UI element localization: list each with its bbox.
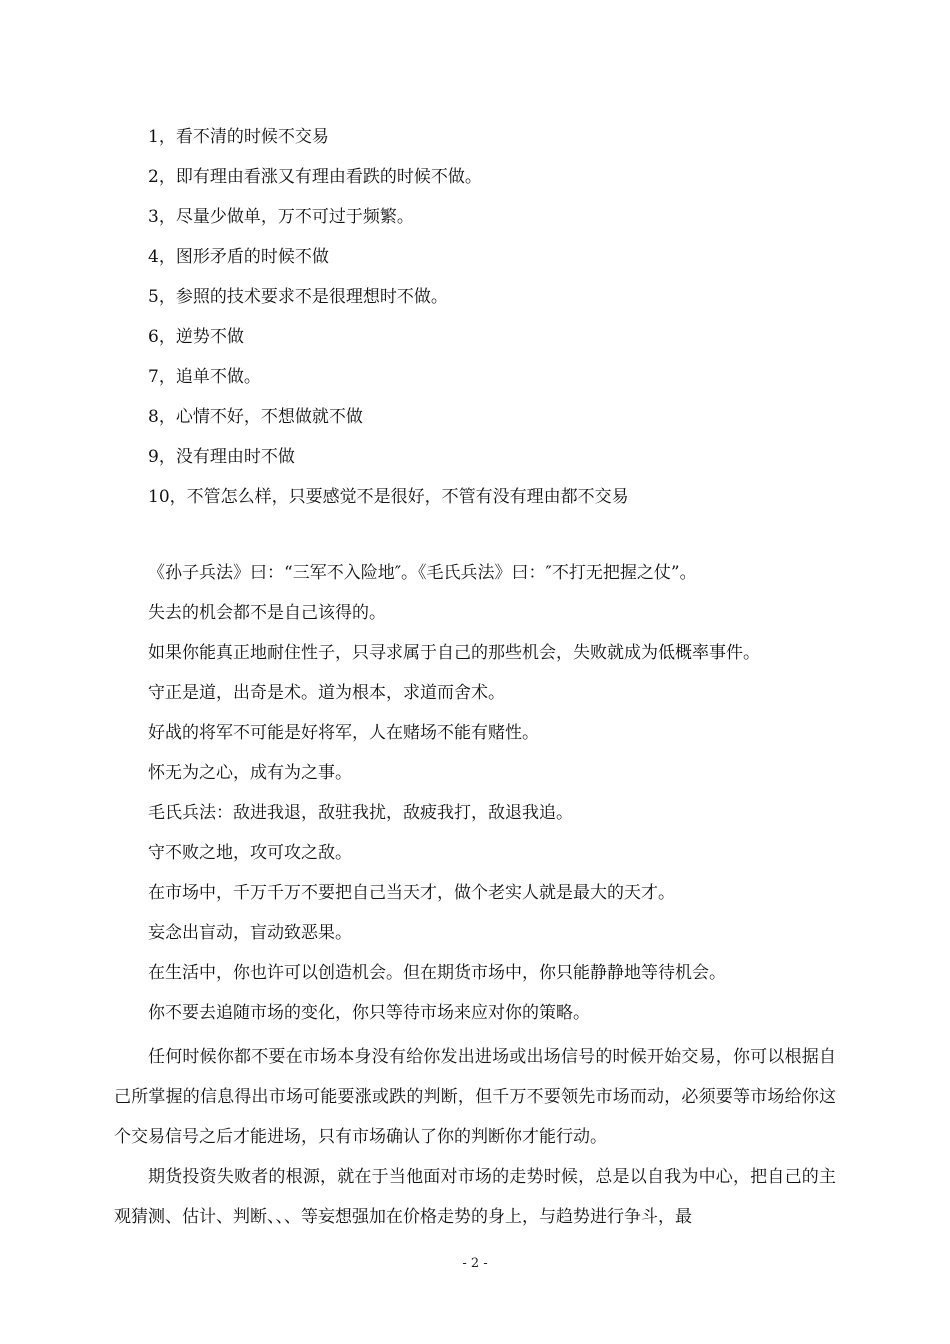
body-paragraph: 期货投资失败者的根源，就在于当他面对市场的走势时候，总是以自我为中心，把自己的主观猜测、估计、判断、、、等妄想强加在价格走势的身上，与趋势进行争斗，最 [114, 1167, 836, 1227]
rule-item: 7，追单不做。 [148, 367, 261, 387]
quote-item: 在市场中，千万千万不要把自己当天才，做个老实人就是最大的天才。 [148, 883, 675, 903]
trading-rules-list [148, 121, 629, 521]
rule-item: 8，心情不好，不想做就不做 [148, 407, 363, 427]
rule-item: 1，看不清的时候不交易 [148, 127, 329, 147]
rule-item: 5，参照的技术要求不是很理想时不做。 [148, 287, 448, 307]
quote-item: 如果你能真正地耐住性子，只寻求属于自己的那些机会，失败就成为低概率事件。 [148, 643, 760, 663]
quote-item: 《孙子兵法》曰：“三军不入险地″。《毛氏兵法》曰：″不打无把握之仗”。 [148, 563, 697, 583]
page-number: - 2 - [462, 1256, 488, 1271]
quote-item: 毛氏兵法：敌进我退，敌驻我扰，敌疲我打，敌退我追。 [148, 803, 573, 823]
quotes-list [148, 557, 760, 1037]
rule-item: 3，尽量少做单，万不可过于频繁。 [148, 207, 414, 227]
rule-item: 10，不管怎么样，只要感觉不是很好，不管有没有理由都不交易 [148, 487, 629, 507]
quote-item: 在生活中，你也许可以创造机会。但在期货市场中，你只能静静地等待机会。 [148, 963, 726, 983]
quote-item: 守正是道，出奇是术。道为根本，求道而舍术。 [148, 683, 505, 703]
quote-item: 失去的机会都不是自己该得的。 [148, 603, 386, 623]
rule-item: 4，图形矛盾的时候不做 [148, 247, 329, 267]
quote-item: 好战的将军不可能是好将军，人在赌场不能有赌性。 [148, 723, 539, 743]
quote-item: 你不要去追随市场的变化，你只等待市场来应对你的策略。 [148, 1003, 590, 1023]
body-paragraph: 任何时候你都不要在市场本身没有给你发出进场或出场信号的时候开始交易，你可以根据自己所掌握的信息得出市场可能要涨或跌的判断，但千万不要领先市场而动，必须要等市场给你这个交易信号之后才能进场，只有市场确认了你的判断你才能行动。 [114, 1047, 836, 1147]
quote-item: 怀无为之心，成有为之事。 [148, 763, 352, 783]
rule-item: 6，逆势不做 [148, 327, 244, 347]
rule-item: 9，没有理由时不做 [148, 447, 295, 467]
rule-item: 2，即有理由看涨又有理由看跌的时候不做。 [148, 167, 482, 187]
quote-item: 妄念出盲动，盲动致恶果。 [148, 923, 352, 943]
quote-item: 守不败之地，攻可攻之敌。 [148, 843, 352, 863]
